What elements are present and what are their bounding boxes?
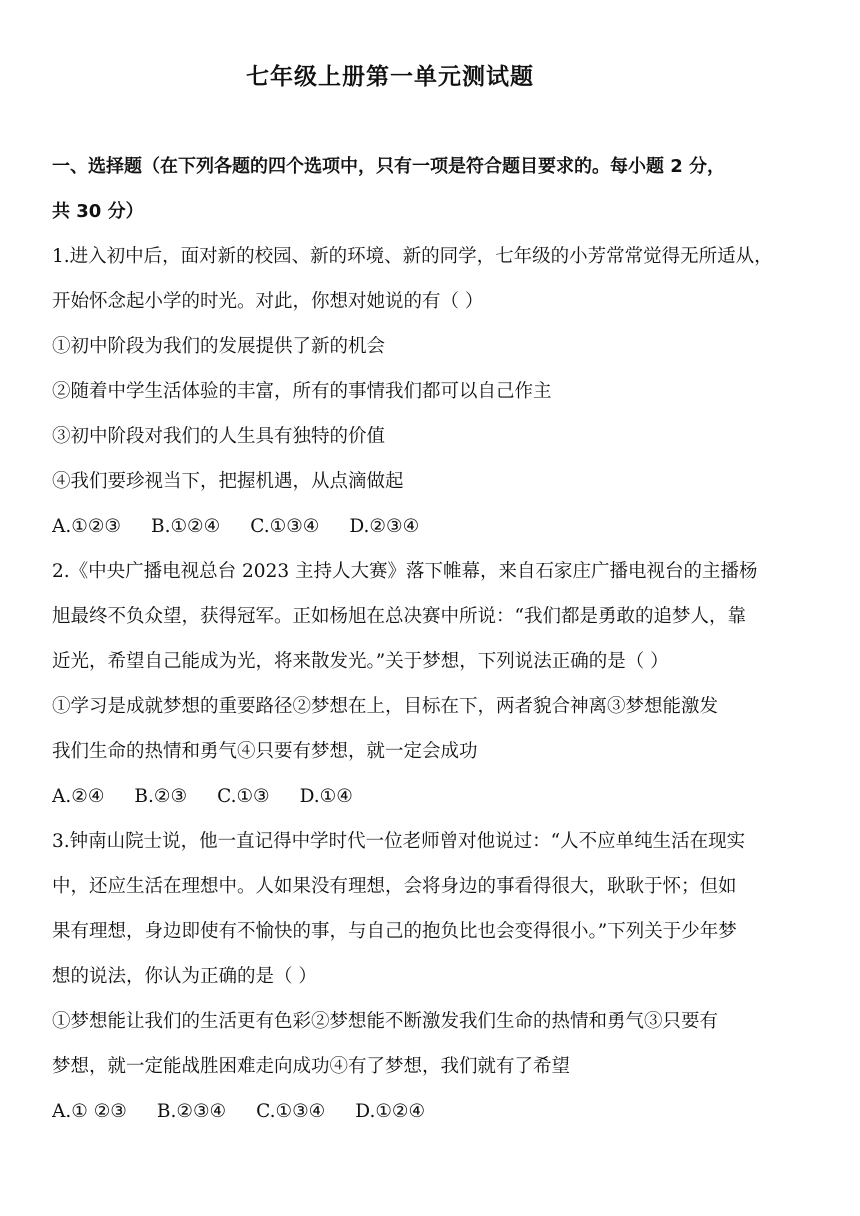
q1-stem-line-1: 1.进入初中后，面对新的校园、新的环境、新的同学，七年级的小芳常常觉得无所适从， [52,246,773,267]
q1-stem-line-2: 开始怀念起小学的时光。对此，你想对她说的有（ ） [52,291,484,312]
q3-stem-line-2: 中，还应生活在理想中。人如果没有理想，会将身边的事看得很大，耿耿于怀；但如 [52,876,737,897]
q2-stem-line-1: 2.《中央广播电视总台 2023 主持人大赛》落下帷幕，来自石家庄广播电视台的主播杨 [52,561,758,582]
q3-option-c: C.①③④ [256,1101,326,1122]
q3-option-d: D.①②④ [355,1101,426,1122]
q1-option-a: A.①②③ [52,516,121,537]
q1-options [52,504,812,549]
q1-item-4: ④我们要珍视当下，把握机遇，从点滴做起 [52,471,404,492]
q3-stem-line-1: 3.钟南山院士说，他一直记得中学时代一位老师曾对他说过：“人不应单纯生活在现实 [52,831,746,852]
q2-option-c: C.①③ [217,786,270,807]
q1-option-c: C.①③④ [250,516,320,537]
page-title: 七年级上册第一单元测试题 [246,64,534,90]
q2-option-d: D.①④ [299,786,353,807]
q1-option-b: B.①②④ [151,516,221,537]
q3-items-line-1: ①梦想能让我们的生活更有色彩②梦想能不断激发我们生命的热情和勇气③只要有 [52,1011,719,1032]
q2-items-line-1: ①学习是成就梦想的重要路径②梦想在上，目标在下，两者貌合神离③梦想能激发 [52,696,719,717]
q1-item-1: ①初中阶段为我们的发展提供了新的机会 [52,336,386,357]
q2-stem-line-3: 近光，希望自己能成为光，将来散发光。”关于梦想，下列说法正确的是（ ） [52,651,669,672]
q2-option-a: A.②④ [52,786,105,807]
section-heading-line-2: 共 30 分） [52,201,144,222]
q3-stem-line-3: 果有理想，身边即使有不愉快的事，与自己的抱负比也会变得很小。”下列关于少年梦 [52,921,737,942]
q3-option-b: B.②③④ [156,1101,227,1122]
q1-item-3: ③初中阶段对我们的人生具有独特的价值 [52,426,386,447]
q3-stem-line-4: 想的说法，你认为正确的是（ ） [52,966,317,987]
section-heading-line-1: 一、选择题（在下列各题的四个选项中，只有一项是符合题目要求的。每小题 2 分， [52,156,726,177]
q2-options [52,774,812,819]
q1-option-d: D.②③④ [349,516,420,537]
q2-option-b: B.②③ [134,786,188,807]
q3-options [52,1089,812,1134]
q1-item-2: ②随着中学生活体验的丰富，所有的事情我们都可以自己作主 [52,381,552,402]
q3-option-a: A.① ②③ [52,1101,127,1122]
q2-stem-line-2: 旭最终不负众望，获得冠军。正如杨旭在总决赛中所说：“我们都是勇敢的追梦人，靠 [52,606,746,627]
q3-items-line-2: 梦想，就一定能战胜困难走向成功④有了梦想，我们就有了希望 [52,1056,571,1077]
q2-items-line-2: 我们生命的热情和勇气④只要有梦想，就一定会成功 [52,741,478,762]
